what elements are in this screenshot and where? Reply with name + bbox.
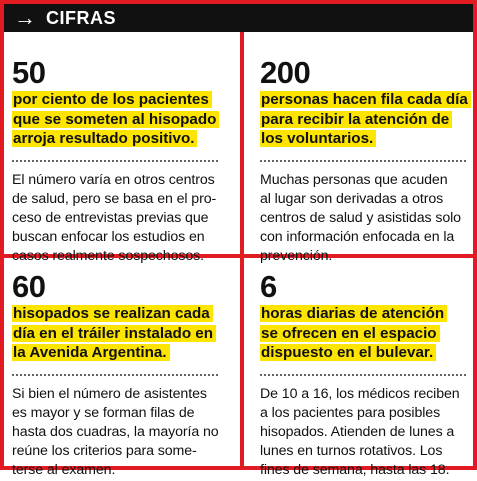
- body-line: terse al examen.: [12, 462, 116, 479]
- highlight-line: por ciento de los pacientes: [12, 91, 212, 108]
- body-line: De 10 a 16, los médicos reciben: [260, 385, 460, 402]
- body-line: a los pacientes para posibles: [260, 404, 441, 421]
- figure-number: 60: [12, 269, 46, 304]
- highlight-line: dispuesto en el bulevar.: [260, 344, 436, 361]
- body-line: casos realmente sospechosos.: [12, 248, 204, 265]
- dotted-separator: [12, 374, 218, 376]
- highlight-line: para recibir la atención de: [260, 111, 452, 128]
- vertical-divider: [240, 32, 244, 470]
- body-line: es mayor y se forman filas de: [12, 404, 195, 421]
- body-line: lunes en turnos rotativos. Los: [260, 443, 443, 460]
- highlight-line: día en el tráiler instalado en: [12, 325, 216, 342]
- body-line: buscan enfocar los estudios en: [12, 229, 205, 246]
- figure-body: [12, 171, 237, 267]
- body-line: con información enfocada en la: [260, 229, 455, 246]
- dotted-separator: [260, 160, 466, 162]
- figure-number: 200: [260, 55, 311, 90]
- figure-cell-2: [260, 55, 472, 267]
- figure-body: [260, 385, 472, 481]
- highlight-line: la Avenida Argentina.: [12, 344, 170, 361]
- body-line: al lugar son derivadas a otros: [260, 190, 444, 207]
- highlight-line: los voluntarios.: [260, 130, 376, 147]
- arrow-right-icon: →: [14, 5, 36, 30]
- body-line: de salud, pero se basa en el pro-: [12, 190, 217, 207]
- figure-highlight: [12, 304, 237, 363]
- header-title: CIFRAS: [46, 7, 116, 28]
- figure-cell-1: [12, 55, 237, 267]
- highlight-line: hisopados se realizan cada: [12, 305, 213, 322]
- highlight-line: que se someten al hisopado: [12, 111, 219, 128]
- figure-number: 50: [12, 55, 46, 90]
- body-line: Muchas personas que acuden: [260, 171, 448, 188]
- figure-highlight: [260, 90, 472, 149]
- body-line: centros de salud y asistidas solo: [260, 209, 461, 226]
- body-line: reúne los criterios para some-: [12, 443, 197, 460]
- dotted-separator: [260, 374, 466, 376]
- highlight-line: personas hacen fila cada día: [260, 91, 471, 108]
- figure-cell-3: [12, 269, 237, 481]
- body-line: hasta dos cuadras, la mayoría no: [12, 423, 219, 440]
- figure-highlight: [260, 304, 472, 363]
- highlight-line: horas diarias de atención: [260, 305, 447, 322]
- body-line: prevención.: [260, 248, 333, 265]
- figure-body: [12, 385, 237, 481]
- highlight-line: se ofrecen en el espacio: [260, 325, 440, 342]
- figure-cell-4: [260, 269, 472, 481]
- header-bar: [4, 4, 473, 32]
- body-line: El número varía en otros centros: [12, 171, 215, 188]
- highlight-line: arroja resultado positivo.: [12, 130, 197, 147]
- dotted-separator: [12, 160, 218, 162]
- body-line: hisopados. Atienden de lunes a: [260, 423, 455, 440]
- body-line: fines de semana, hasta las 18.: [260, 462, 450, 479]
- body-line: Si bien el número de asistentes: [12, 385, 207, 402]
- figure-number: 6: [260, 269, 277, 304]
- figure-highlight: [12, 90, 237, 149]
- body-line: ceso de entrevistas previas que: [12, 209, 209, 226]
- figure-body: [260, 171, 472, 267]
